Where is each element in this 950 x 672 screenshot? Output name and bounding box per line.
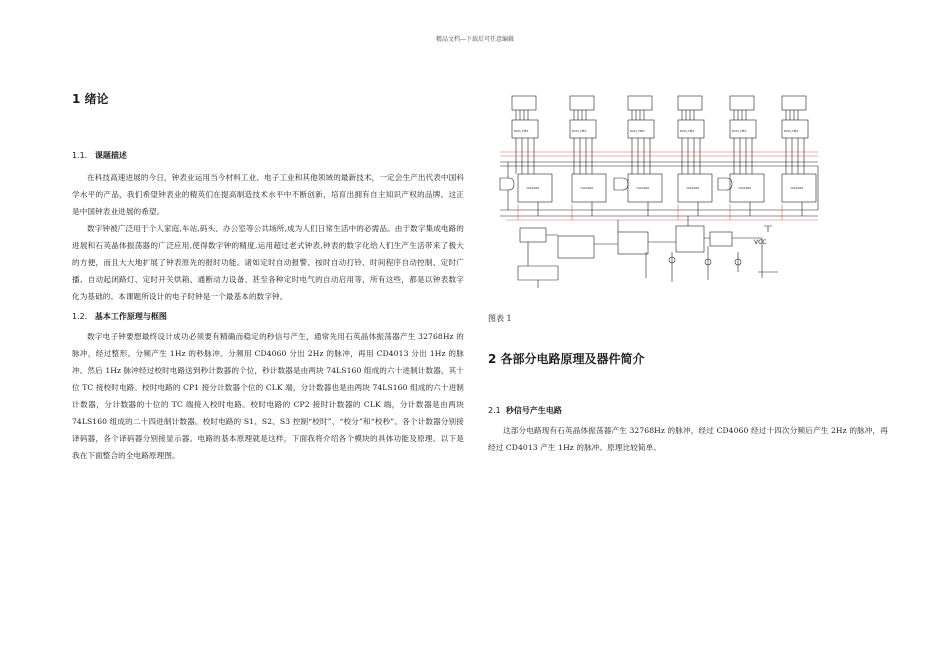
section-title: 秒信号产生电路 (505, 406, 562, 415)
decoder-label: DCD_HEX (784, 129, 799, 133)
counter-label: 74LS160 (636, 186, 650, 190)
decoder-label: DCD_HEX (680, 129, 695, 133)
right-column (488, 88, 888, 456)
chapter-1-title: 1 绪论 (72, 92, 109, 106)
decoder-label: DCD_HEX (514, 129, 529, 133)
paragraph-digital-clock: 数字钟被广泛用于个人家庭,车站,码头、办公室等公共场所,成为人们日常生活中的必需品。由于数字集成电路的进展和石英晶体振荡器的广泛应用,使得数字钟的精度,运用超过老式钟表,钟表的数字化给人们生产生活带来了极大的方便，而且大大地扩展了钟表原先的报时功能。诸如定时自动报警、按时自动打铃、时间程序自动控制、定时广播、自动起闭路灯、定时开关烘箱、通断动力设备、甚至各种定时电气的自动启用等，所有这些，都是以钟表数字化为基础的。本课题所设计的电子时钟是一个最基本的数字钟。 (72, 224, 464, 301)
section-title: 基本工作原理与框图 (94, 312, 167, 321)
section-1-2-heading (72, 311, 464, 322)
paragraph-intro: 在科技高速进展的今日，钟表业运用当今材料工业、电子工业和其他领域的最新技术，一定会生产出代表中国科学水平的产品，我们希望钟表业的精英们在提高制造技术水平中不断创新，培育出拥有自主知识产权的品牌。这正是中国钟表业进展的希望。 (72, 173, 464, 216)
section-title: 课题描述 (94, 151, 127, 160)
decoder-label: DCD_HEX (732, 129, 747, 133)
header-note: 精品文档---下载后可任意编辑 (435, 36, 515, 43)
section-number: 1.1. (72, 151, 88, 160)
figure-caption: 图表 1 (488, 314, 512, 323)
section-1-1-heading (72, 150, 464, 161)
counter-label: 74LS160 (738, 186, 752, 190)
decoder-label: DCD_HEX (630, 129, 645, 133)
section-number: 2.1 (488, 406, 501, 415)
chapter-2-title: 2 各部分电路原理及器件简介 (488, 352, 645, 366)
section-number: 1.2. (72, 312, 88, 321)
vcc-label: VCC (754, 239, 767, 246)
decoder-label: DCD_HEX (572, 129, 587, 133)
paragraph-second-signal: 这部分电路现有石英晶体振荡器产生 32768Hz 的脉冲，经过 CD4060 经过十四次分频后产生 2Hz 的脉冲，再经过 CD4013 产生 1Hz 的脉冲。原理比较简单。 (488, 426, 888, 452)
counter-label: 74LS160 (526, 186, 540, 190)
paragraph-principle: 数字电子钟要想最终设计成功必须要有精确而稳定的秒信号产生，通常先用石英晶体振荡器产生 32768Hz 的脉冲，经过整形、分频产生 1Hz 的秒脉冲。分频用 CD4060 分出 2Hz 的脉冲，再用 CD4013 分出 1Hz 的脉冲。然后 1Hz 脉冲经过校时电路送到秒计数器的个位，秒计数器是由两块 74LS160 组成的六十进制计数器，其十位 TC 接校时电路。校时电路的 CP1 接分计数器个位的 CLK 端，分计数器也是由两块 74LS160 组成的六十进制计数器，分计数器的十位的 TC 端接入校时电路。校时电路的 CP2 接时计数器的 CLK 端，分计数器是由两块 74LS160 组成的二十四进制计数器。校时电路的 S1、S2、S3 控制“校时”、“校分”和“校秒”。各个计数器分别接译码器，各个译码器分别接显示器。电路的基本原理就是这样，下面我将介绍各个模块的具体功能及原理。以下是我在下面整合的全电路原理图。 (72, 332, 464, 460)
left-column (72, 88, 464, 464)
counter-label: 74LS160 (580, 186, 594, 190)
counter-label: 74LS160 (790, 186, 804, 190)
counter-label: 74LS160 (686, 186, 700, 190)
section-2-1-heading (488, 405, 888, 416)
